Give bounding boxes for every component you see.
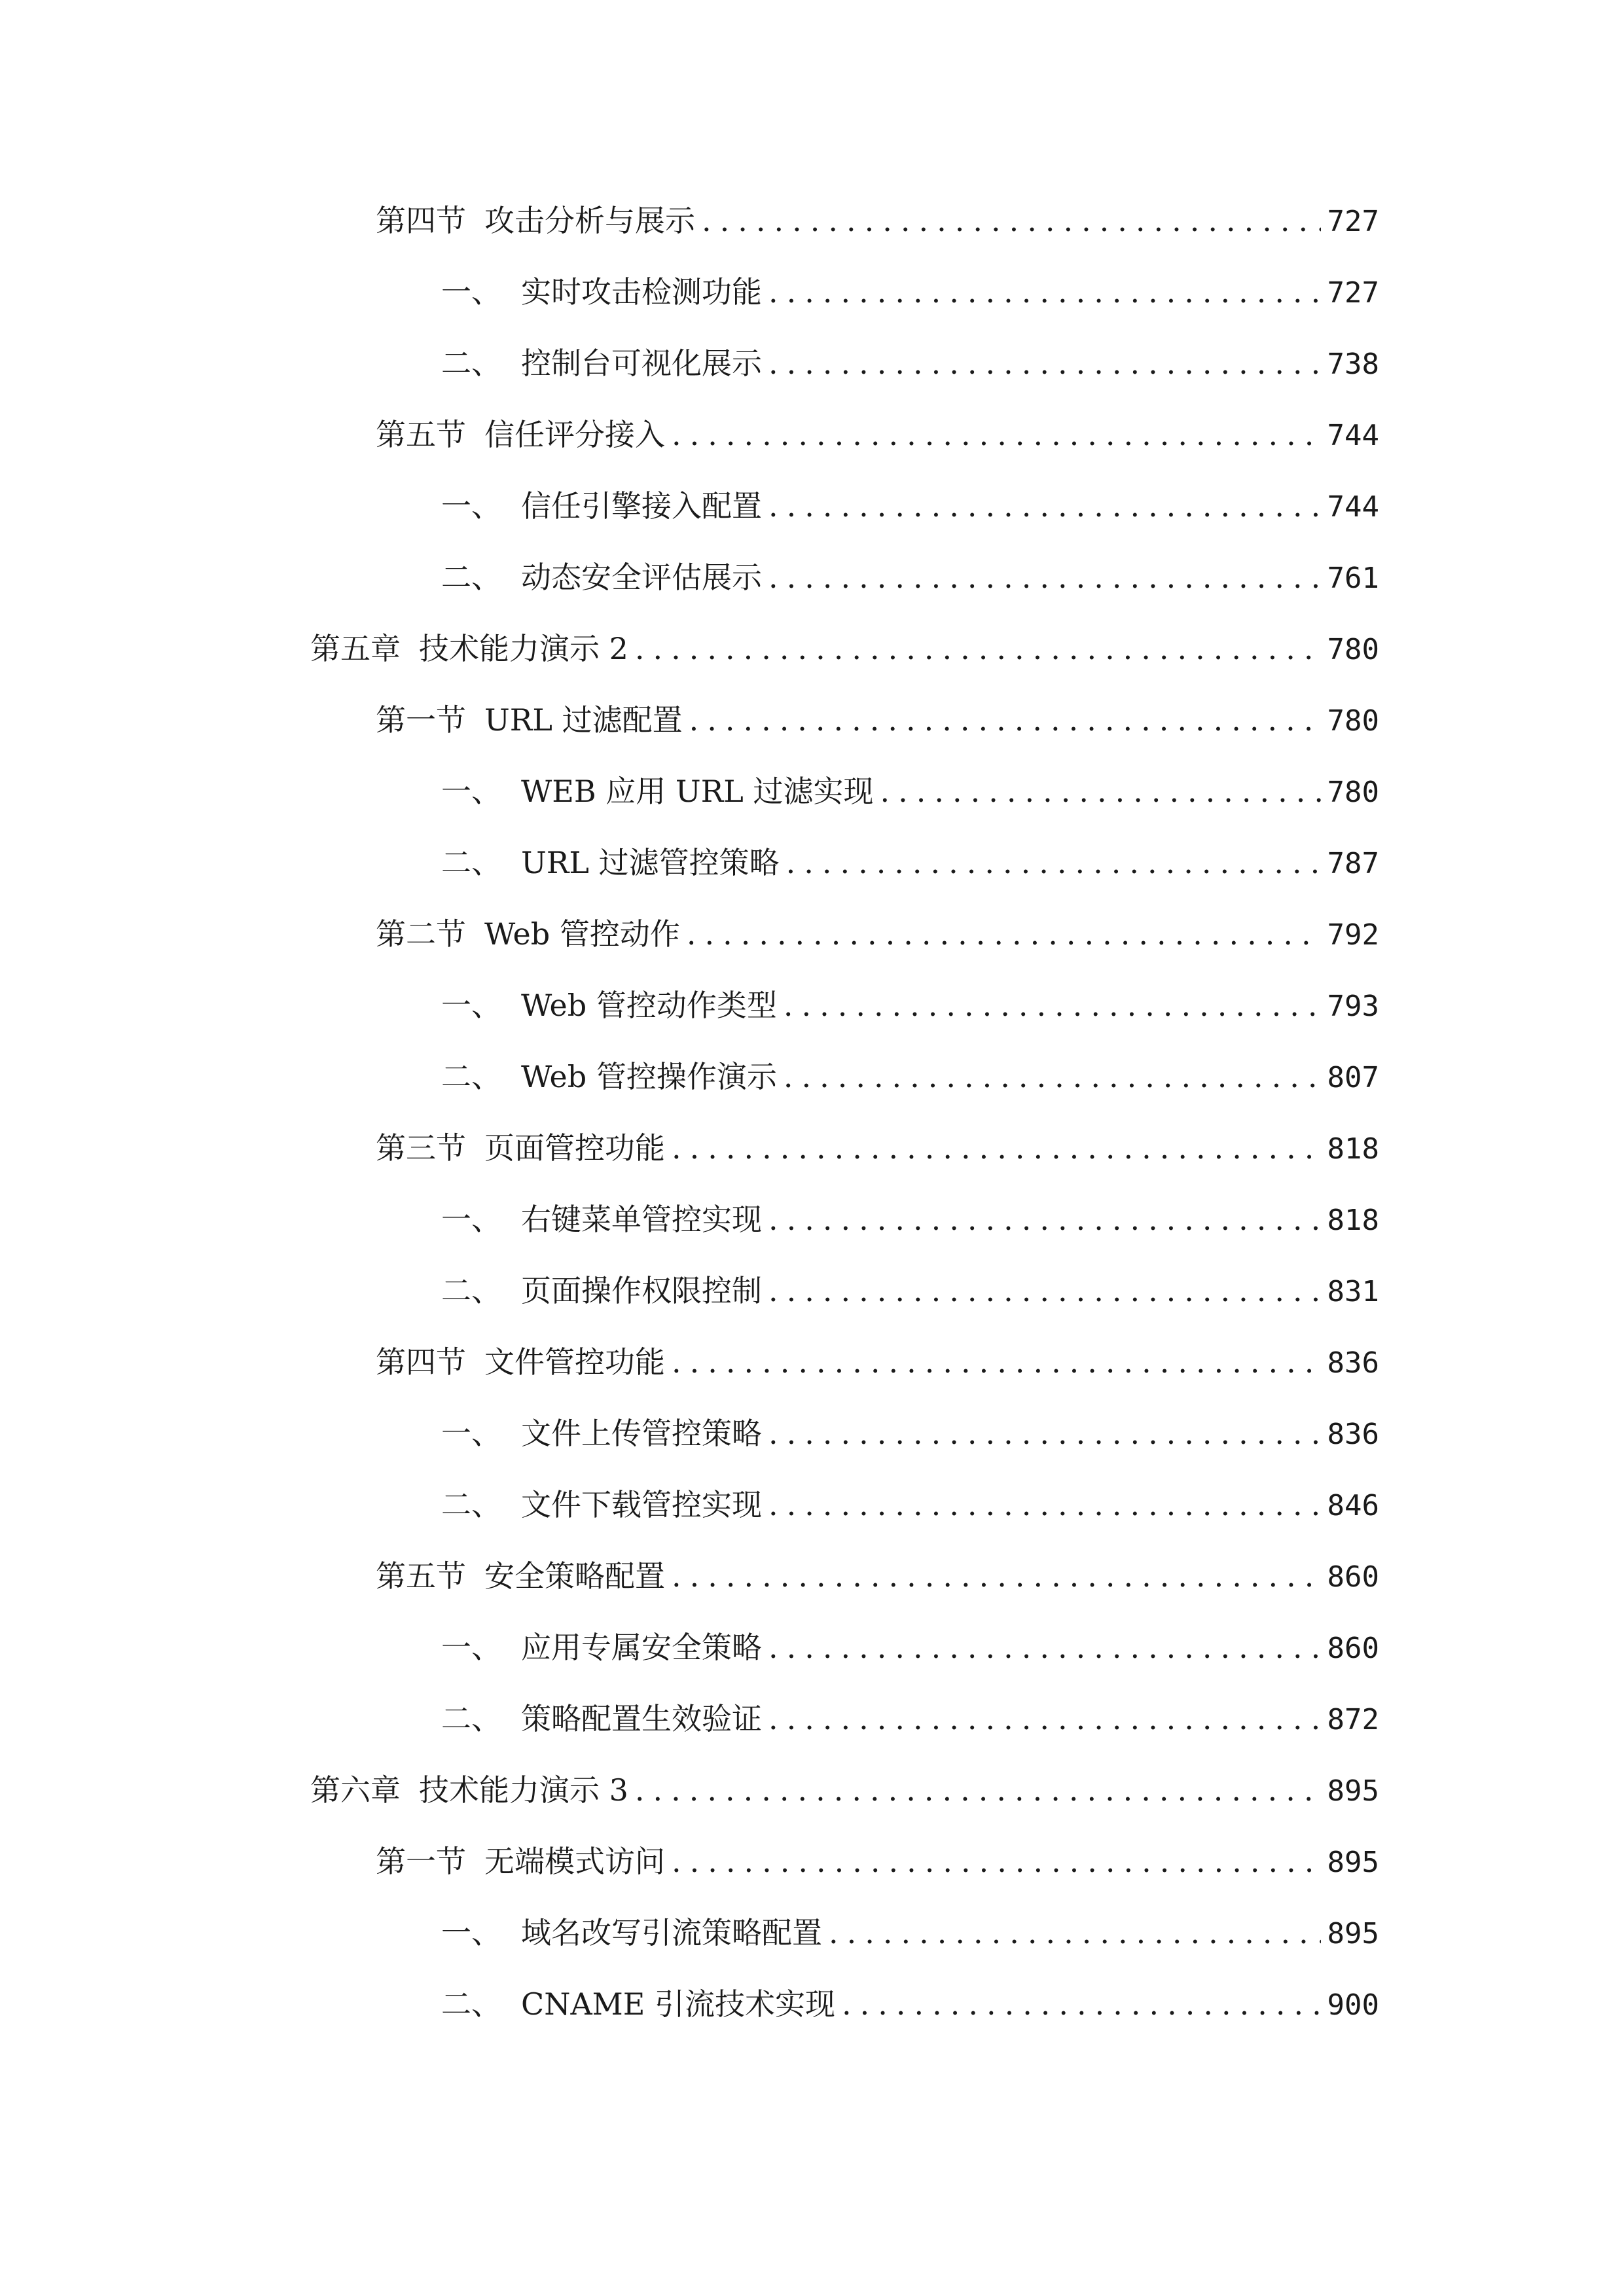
- toc-entry[interactable]: [441, 1407, 1379, 1460]
- dot-leader: [768, 551, 1321, 603]
- toc-entry[interactable]: [441, 480, 1379, 532]
- toc-entry-title: 文件管控功能: [484, 1344, 665, 1380]
- toc-entry-page: 836: [1327, 1418, 1379, 1451]
- toc-entry-page: 895: [1327, 1846, 1379, 1879]
- dot-leader: [768, 1693, 1321, 1745]
- toc-entry-title: CNAME 引流技术实现: [521, 1986, 835, 2022]
- toc-entry-prefix: 第一节: [376, 1844, 466, 1879]
- dot-leader: [842, 1978, 1321, 2030]
- dot-leader: [784, 979, 1321, 1031]
- toc-entry-title: 右键菜单管控实现: [521, 1202, 762, 1237]
- toc-entry-page: 744: [1327, 490, 1379, 524]
- toc-entry-page: 780: [1327, 776, 1379, 809]
- toc-entry-page: 727: [1327, 205, 1379, 238]
- toc-entry[interactable]: [441, 1050, 1379, 1103]
- dot-leader: [687, 908, 1321, 960]
- toc-entry-title: Web 管控动作: [484, 916, 680, 952]
- toc-entry[interactable]: [441, 266, 1379, 318]
- toc-entry-title: 技术能力演示 3: [419, 1772, 628, 1808]
- toc-entry[interactable]: [376, 694, 1379, 746]
- toc-entry[interactable]: [441, 337, 1379, 389]
- toc-entry-page: 793: [1327, 990, 1379, 1023]
- toc-entry[interactable]: [310, 622, 1379, 675]
- dot-leader: [768, 1193, 1321, 1246]
- toc-entry-title: 文件下载管控实现: [521, 1487, 762, 1522]
- dot-leader: [768, 480, 1321, 532]
- toc-entry[interactable]: [441, 1693, 1379, 1745]
- toc-entry-prefix: 一、: [441, 274, 501, 310]
- toc-entry-prefix: 二、: [441, 1701, 501, 1736]
- dot-leader: [672, 1835, 1321, 1888]
- toc-entry-prefix: 一、: [441, 1915, 501, 1950]
- toc-entry-page: 860: [1327, 1560, 1379, 1594]
- toc-entry-page: 818: [1327, 1204, 1379, 1237]
- dot-leader: [768, 1407, 1321, 1460]
- toc-entry[interactable]: [441, 1978, 1379, 2030]
- dot-leader: [672, 1336, 1321, 1388]
- toc-entry[interactable]: [441, 551, 1379, 603]
- toc-entry-prefix: 二、: [441, 346, 501, 381]
- toc-entry-prefix: 第六章: [310, 1772, 401, 1808]
- toc-entry[interactable]: [441, 765, 1379, 817]
- dot-leader: [784, 1050, 1321, 1103]
- toc-entry-page: 895: [1327, 1917, 1379, 1950]
- dot-leader: [635, 1764, 1321, 1816]
- dot-leader: [689, 694, 1321, 746]
- toc-entry-page: 738: [1327, 348, 1379, 381]
- toc-entry-prefix: 二、: [441, 845, 501, 880]
- toc-entry-prefix: 一、: [441, 1416, 501, 1451]
- toc-entry[interactable]: [441, 1479, 1379, 1531]
- toc-entry-prefix: 二、: [441, 1059, 501, 1094]
- toc-entry-title: 无端模式访问: [484, 1844, 665, 1879]
- toc-entry[interactable]: [441, 1265, 1379, 1317]
- toc-entry[interactable]: [441, 836, 1379, 889]
- toc-entry-page: 807: [1327, 1061, 1379, 1094]
- toc-entry-prefix: 一、: [441, 988, 501, 1023]
- toc-entry-title: 技术能力演示 2: [419, 631, 628, 666]
- toc-entry-title: 应用专属安全策略: [521, 1630, 762, 1665]
- toc-entry-prefix: 第四节: [376, 1344, 466, 1380]
- toc-entry-page: 818: [1327, 1132, 1379, 1166]
- toc-entry-page: 792: [1327, 918, 1379, 952]
- toc-entry[interactable]: [376, 1122, 1379, 1174]
- toc-entry[interactable]: [376, 1336, 1379, 1388]
- dot-leader: [672, 408, 1321, 461]
- toc-entry-page: 836: [1327, 1346, 1379, 1380]
- toc-entry-prefix: 第一节: [376, 702, 466, 738]
- toc-entry-title: 动态安全评估展示: [521, 560, 762, 595]
- toc-entry-prefix: 二、: [441, 1487, 501, 1522]
- toc-entry[interactable]: [441, 1193, 1379, 1246]
- toc-entry-title: 页面操作权限控制: [521, 1273, 762, 1308]
- toc-entry[interactable]: [310, 1764, 1379, 1816]
- dot-leader: [786, 836, 1321, 889]
- toc-entry-page: 780: [1327, 704, 1379, 738]
- dot-leader: [768, 266, 1321, 318]
- toc-entry-page: 787: [1327, 847, 1379, 880]
- toc-entry-prefix: 二、: [441, 560, 501, 595]
- dot-leader: [702, 194, 1321, 247]
- toc-entry-prefix: 第五节: [376, 417, 466, 452]
- toc-entry-prefix: 第五节: [376, 1558, 466, 1594]
- toc-entry-prefix: 一、: [441, 774, 501, 809]
- toc-entry-page: 761: [1327, 562, 1379, 595]
- toc-entry-title: WEB 应用 URL 过滤实现: [521, 774, 874, 809]
- toc-entry[interactable]: [376, 908, 1379, 960]
- toc-entry-page: 895: [1327, 1774, 1379, 1808]
- toc-entry-prefix: 一、: [441, 1202, 501, 1237]
- dot-leader: [635, 622, 1321, 675]
- toc-entry-prefix: 第五章: [310, 631, 401, 666]
- toc-entry[interactable]: [441, 979, 1379, 1031]
- toc-entry-page: 727: [1327, 276, 1379, 310]
- dot-leader: [672, 1550, 1321, 1602]
- toc-entry-page: 744: [1327, 419, 1379, 452]
- toc-entry-page: 860: [1327, 1632, 1379, 1665]
- toc-entry-title: 页面管控功能: [484, 1130, 665, 1166]
- toc-entry-title: Web 管控动作类型: [521, 988, 777, 1023]
- toc-entry-title: 安全策略配置: [484, 1558, 665, 1594]
- toc-entry[interactable]: [376, 1550, 1379, 1602]
- toc-entry-title: Web 管控操作演示: [521, 1059, 777, 1094]
- toc-entry-prefix: 第二节: [376, 916, 466, 952]
- toc-entry-title: 控制台可视化展示: [521, 346, 762, 381]
- toc-entry-prefix: 二、: [441, 1986, 501, 2022]
- toc-entry-prefix: 第三节: [376, 1130, 466, 1166]
- toc-entry-title: 文件上传管控策略: [521, 1416, 762, 1451]
- toc-entry-title: 策略配置生效验证: [521, 1701, 762, 1736]
- toc-entry[interactable]: [441, 1907, 1379, 1959]
- toc-entry[interactable]: [376, 1835, 1379, 1888]
- toc-entry-page: 900: [1327, 1988, 1379, 2022]
- toc-entry[interactable]: [376, 194, 1379, 247]
- dot-leader: [829, 1907, 1321, 1959]
- toc-entry[interactable]: [441, 1621, 1379, 1674]
- toc-entry-page: 872: [1327, 1703, 1379, 1736]
- toc-entry-title: 实时攻击检测功能: [521, 274, 762, 310]
- dot-leader: [768, 1479, 1321, 1531]
- dot-leader: [880, 765, 1320, 817]
- toc-entry-title: URL 过滤管控策略: [521, 845, 780, 880]
- toc-entry-page: 831: [1327, 1275, 1379, 1308]
- toc-entry-page: 846: [1327, 1489, 1379, 1522]
- toc-entry-prefix: 二、: [441, 1273, 501, 1308]
- dot-leader: [672, 1122, 1321, 1174]
- dot-leader: [768, 1621, 1321, 1674]
- toc-entry[interactable]: [376, 408, 1379, 461]
- toc-entry-title: 信任引擎接入配置: [521, 488, 762, 524]
- toc-entry-page: 780: [1327, 633, 1379, 666]
- toc-entry-prefix: 第四节: [376, 203, 466, 238]
- dot-leader: [768, 337, 1321, 389]
- toc-entry-title: 信任评分接入: [484, 417, 665, 452]
- toc-entry-prefix: 一、: [441, 1630, 501, 1665]
- toc-entry-title: 攻击分析与展示: [484, 203, 695, 238]
- dot-leader: [768, 1265, 1321, 1317]
- toc-entry-prefix: 一、: [441, 488, 501, 524]
- toc-entry-title: URL 过滤配置: [484, 702, 683, 738]
- toc-entry-title: 域名改写引流策略配置: [521, 1915, 822, 1950]
